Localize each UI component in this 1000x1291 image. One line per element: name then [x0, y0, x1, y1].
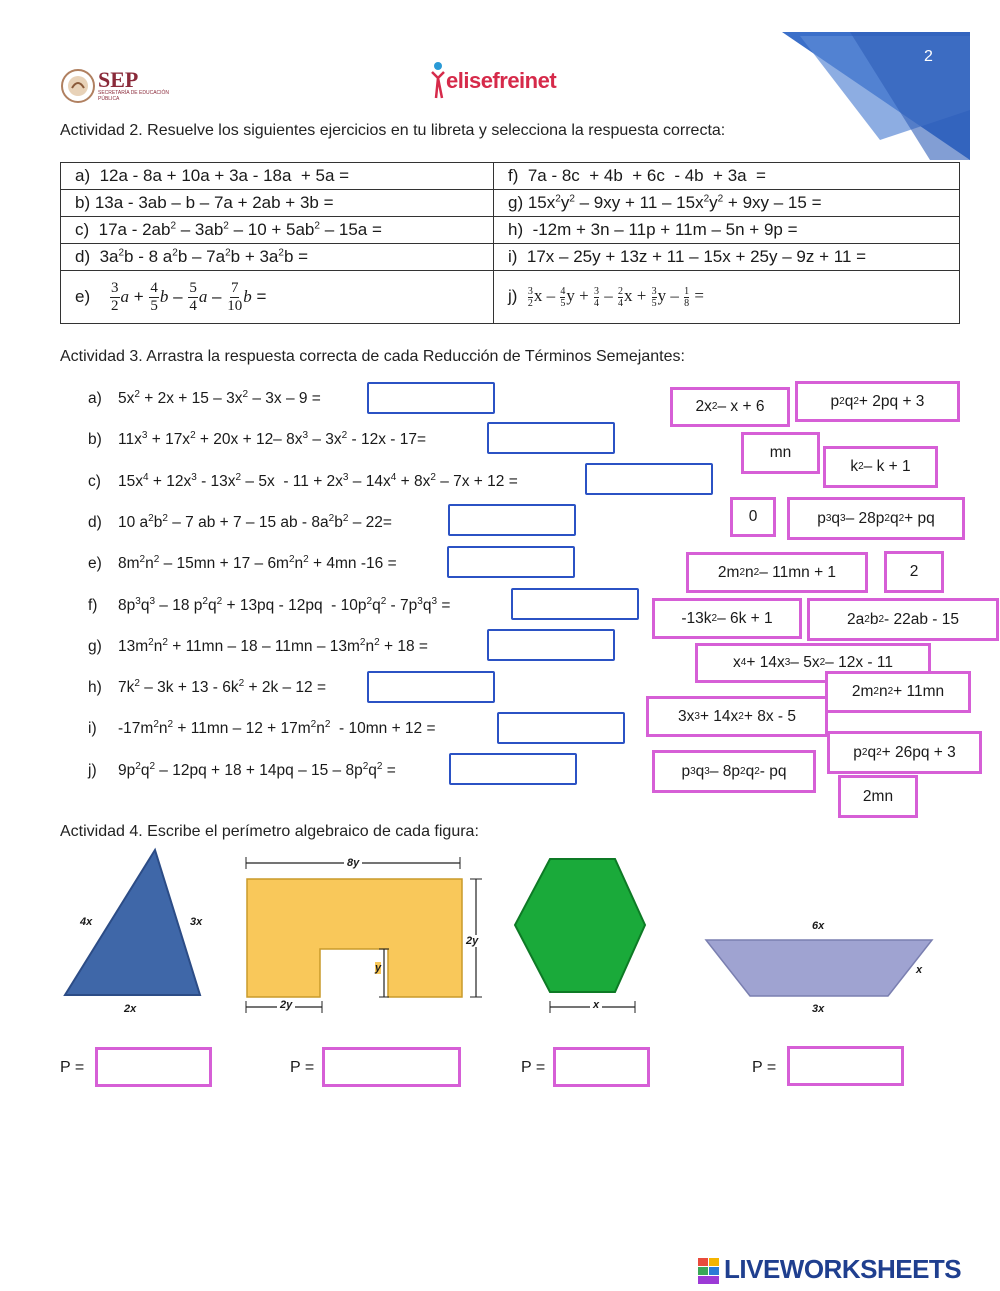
exercise-c: c) $17a - 2ab^2 - 3ab^2 - 10 + 5ab^2 - 15a$ =	[61, 217, 494, 244]
expression-f: f) $8p^3q^3 - 18$ $p^2q^2 + 13pq - 12pq - 10p^2q^2 - 7p^3q^3$ =	[88, 595, 451, 614]
expression-j: j) $9p^2q^2 - 12pq + 18 + 14pq - 15 - 8p^2q^2$ =	[88, 760, 396, 779]
liveworksheets-brand: LIVEWORKSHEETS	[724, 1254, 962, 1284]
answer-drop-e[interactable]	[447, 546, 575, 578]
u-shape-bottom: 2y	[277, 999, 295, 1011]
answer-drop-i[interactable]	[497, 712, 625, 744]
exercise-e: e) $\frac{3}{2}$ a + $\frac{4}{5}$ b – $\frac{5}{4}$ a – $\frac{7}{10}$ b =	[61, 271, 494, 324]
u-shape-right: 2y	[466, 935, 479, 947]
expression-c: c) $15x^4 + 12x^3 - 13x^2 - 5x - 11 + 2x^3 - 14x^4 + 8x^2 - 7x + 12$ =	[88, 471, 518, 490]
expression-g: g) $13m^2n^2 + 11mn - 18 - 11mn - 13m^2n^2 + 18$ =	[88, 636, 428, 655]
u-shape-top: 8y	[344, 857, 362, 869]
school-logo-text: elisefreinet	[446, 68, 557, 93]
answer-drop-c[interactable]	[585, 463, 713, 495]
triangle-side-left: 4x	[80, 916, 93, 928]
option-3x3-14x2-8x-5[interactable]: 3x 3 + 14x 2 + 8x - 5	[646, 696, 828, 737]
actividad2-title: Actividad 2. Resuelve los siguientes ejercicios en tu libreta y selecciona la respuesta correcta:	[60, 122, 726, 139]
option-neg13k2-6k-1[interactable]: -13k 2 – 6k + 1	[652, 598, 802, 639]
page-number: 2	[924, 48, 933, 65]
option-p3q3-28p2q2-pq[interactable]: p 3 q 3 – 28p 2 q 2 + pq	[787, 497, 965, 540]
perimeter-input-hexagon[interactable]	[553, 1047, 650, 1087]
option-x4-14x3-5x2-12x-11[interactable]: x 4 + 14x 3 – 5x 2 – 12x - 11	[695, 643, 931, 683]
exercise-h: h) -12m + 3n – 11p + 11m – 5n + 9p =	[494, 217, 960, 244]
answer-drop-g[interactable]	[487, 629, 615, 661]
perimeter-input-triangle[interactable]	[95, 1047, 212, 1087]
option-k2-k-1[interactable]: k 2 – k + 1	[823, 446, 938, 488]
option-p3q3-8p2q2-pq[interactable]: p 3 q 3 – 8p 2 q 2 - pq	[652, 750, 816, 793]
liveworksheets-logo-icon	[698, 1258, 720, 1284]
triangle-base: 2x	[124, 1003, 137, 1015]
triangle-side-right: 3x	[190, 916, 203, 928]
perimeter-label-hexagon: P =	[521, 1059, 546, 1076]
answer-drop-f[interactable]	[511, 588, 639, 620]
option-two[interactable]: 2	[884, 551, 944, 593]
expression-i: i) $-17m^2n^2 + 11mn - 12 + 17m^2n^2 - 10mn + 12$ =	[88, 718, 436, 737]
school-figure-icon	[428, 60, 448, 100]
answer-drop-a[interactable]	[367, 382, 495, 414]
hexagon-side: x	[590, 999, 602, 1011]
exercise-d: d) $3a^2b - 8$ $a^2b - 7a^2b + 3a^2b$ =	[61, 244, 494, 271]
trapezoid-figure	[700, 930, 940, 1005]
expression-d: d) 10 $a^2b^2 - 7$ ab + 7 – 15 ab - $8a^2b^2 - 22=$	[88, 512, 392, 531]
exercise-i: i) 17x – 25y + 13z + 11 – 15x + 25y – 9z + 11 =	[494, 244, 960, 271]
actividad2-table	[60, 162, 960, 324]
expression-h: h) $7k^2 - 3k + 13 - 6k^2 + 2k - 12$ =	[88, 677, 327, 696]
answer-drop-d[interactable]	[448, 504, 576, 536]
answer-drop-h[interactable]	[367, 671, 495, 703]
trapezoid-bottom: 3x	[812, 1003, 825, 1015]
trapezoid-top: 6x	[812, 920, 825, 932]
trapezoid-side: x	[916, 964, 923, 976]
exercise-f: f) 7a - 8c + 4b + 6c - 4b + 3a =	[494, 163, 960, 190]
option-2m2n2-11mn[interactable]: 2m 2 n 2 + 11mn	[825, 671, 971, 713]
u-shape-figure	[240, 855, 490, 1020]
answer-drop-j[interactable]	[449, 753, 577, 785]
perimeter-label-u-shape: P =	[290, 1059, 315, 1076]
option-2a2b2-22ab-15[interactable]: 2a 2 b 2 - 22ab - 15	[807, 598, 999, 641]
exercise-a: a) 12a - 8a + 10a + 3a - 18a + 5a =	[61, 163, 494, 190]
perimeter-label-triangle: P =	[60, 1059, 85, 1076]
option-zero[interactable]: 0	[730, 497, 776, 537]
expression-e: e) $8m^2n^2 - 15mn + 17 - 6m^2n^2 + 4mn$ -16 =	[88, 553, 397, 572]
actividad4-title: Actividad 4. Escribe el perímetro algebraico de cada figura:	[60, 823, 479, 840]
sep-seal-icon	[60, 68, 96, 104]
exercise-j: j) $\frac{3}{2}$ x – $\frac{4}{5}$ y + $\frac{3}{4}$ – $\frac{2}{4}$ x + $\frac{3}{5}$ y – $\frac{1}{8}$ =	[494, 271, 960, 324]
hexagon-figure	[510, 855, 655, 1020]
exercise-g: g) $15x^2y^2 - 9xy + 11 - 15x^2y^2 + 9xy - 15$ =	[494, 190, 960, 217]
sep-logo-text: SEP	[98, 67, 139, 92]
expression-b: b) $11x^3 + 17x^2 + 20x + 12-$ $8x^3 - 3x^2 - 12x - 17=$	[88, 429, 427, 448]
answer-drop-b[interactable]	[487, 422, 615, 454]
u-shape-notch: y	[375, 962, 382, 974]
sep-subtitle: SECRETARÍA DE EDUCACIÓN PÚBLICA	[98, 90, 170, 102]
option-2x2-x-6[interactable]: 2x 2 – x + 6	[670, 387, 790, 427]
option-p2q2-2pq-3[interactable]: p 2 q 2 + 2pq + 3	[795, 381, 960, 422]
expression-a: a) $5x^2 + 2x + 15 - 3x^2 - 3x - 9$ =	[88, 388, 321, 407]
option-p2q2-26pq-3[interactable]: p 2 q 2 + 26pq + 3	[827, 731, 982, 774]
exercise-b: b) 13a - 3ab – b – 7a + 2ab + 3b =	[61, 190, 494, 217]
option-2mn[interactable]: 2mn	[838, 775, 918, 818]
actividad3-title: Actividad 3. Arrastra la respuesta correcta de cada Reducción de Términos Semejantes:	[60, 348, 685, 365]
perimeter-label-trapezoid: P =	[752, 1059, 777, 1076]
perimeter-input-trapezoid[interactable]	[787, 1046, 904, 1086]
option-2m2n2-11mn-1[interactable]: 2m 2 n 2 – 11mn + 1	[686, 552, 868, 593]
perimeter-input-u-shape[interactable]	[322, 1047, 461, 1087]
option-mn[interactable]: mn	[741, 432, 820, 474]
